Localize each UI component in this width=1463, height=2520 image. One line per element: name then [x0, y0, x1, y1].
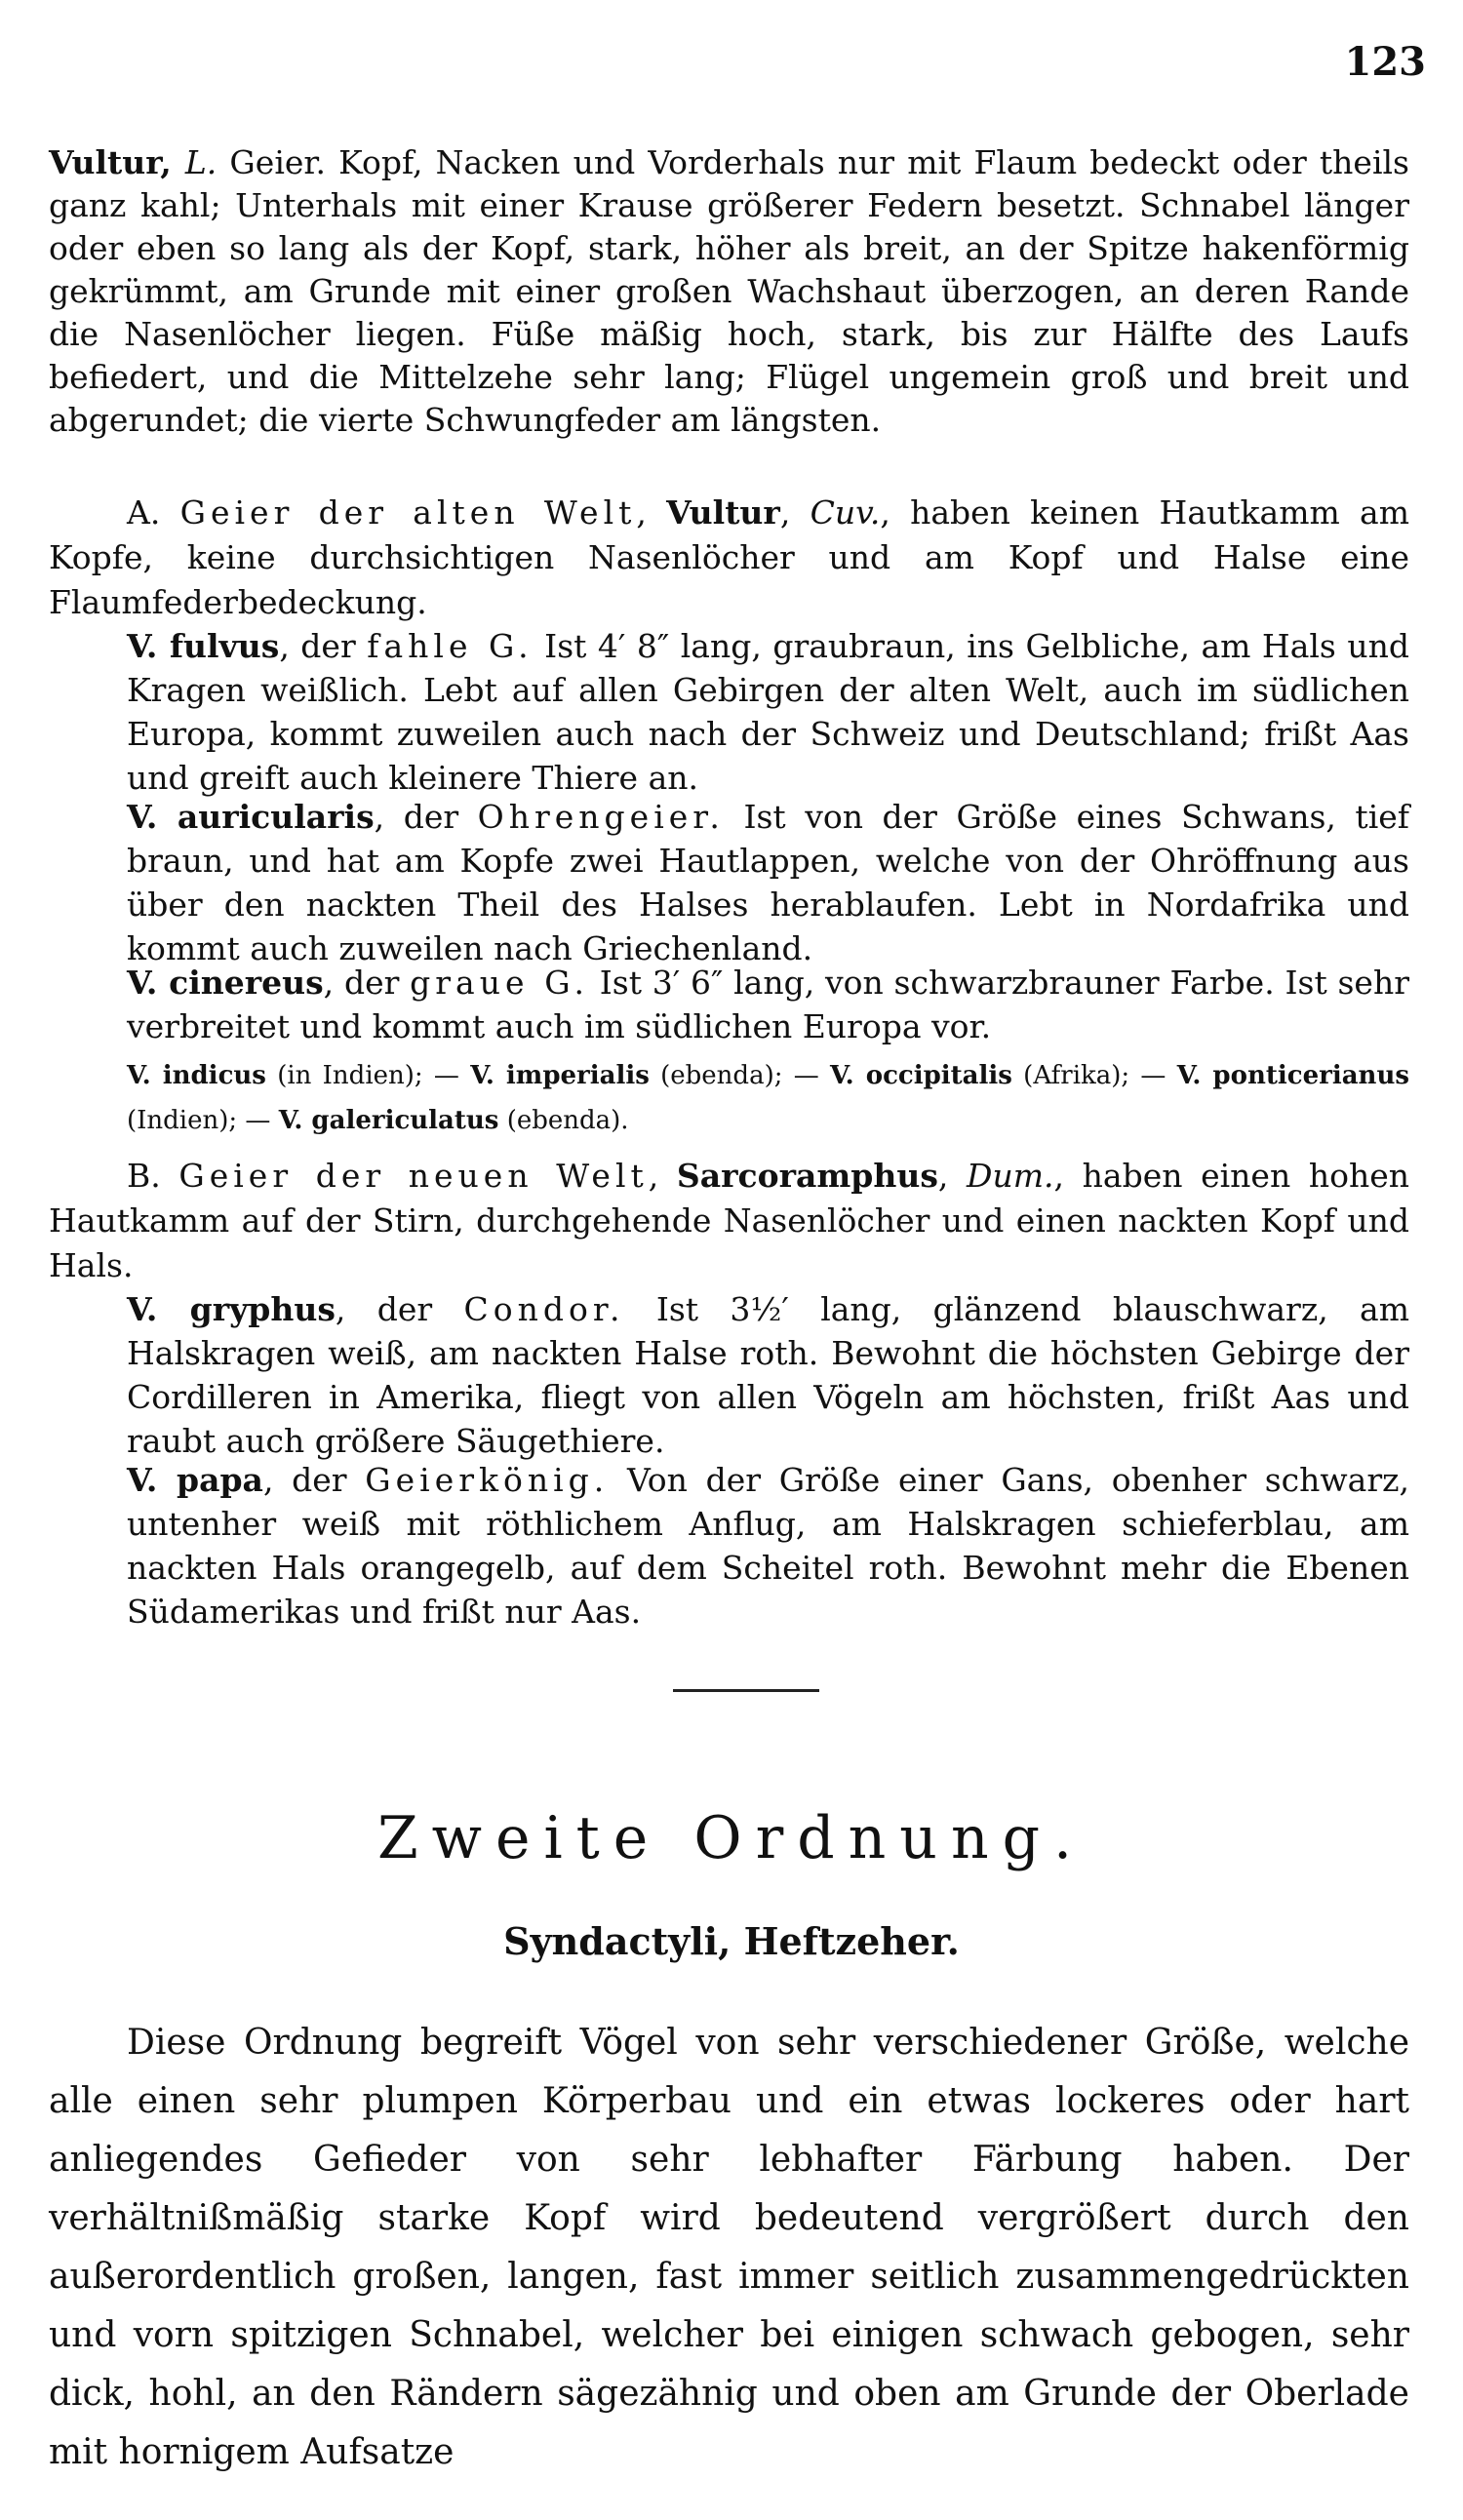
- species-2-run: Ist von der Größe eines Schwans, tief braun, und hat am Kopfe zwei Hautlappen, welche von der Ohröffnung aus über den nackten Theil des Halses herablaufen. Lebt in Nordafrika und kommt auch zuweilen nach Griechenland.: [127, 798, 1409, 967]
- note-species-run: (in Indien); —: [265, 1061, 471, 1090]
- note-species-run: V. galericulatus: [278, 1106, 499, 1135]
- section-a-run: , haben keinen Hautkamm am Kopfe, keine durchsichtigen Nasenlöcher und am Kopf und Halse eine Flaumfederbedeckung.: [49, 493, 1410, 621]
- section-a-run: Cuv.: [810, 493, 881, 532]
- genus-paragraph-run: Geier. Kopf, Nacken und Vorderhals nur mit Flaum bedeckt oder theils ganz kahl; Unterhals mit einer Krause größerer Federn besetzt. Schnabel länger oder eben so lang als der Kopf, stark, höher als breit, an der Spitze hakenförmig gekrümmt, am Grunde mit einer großen Wachshaut überzogen, an deren Rande die Nasenlöcher liegen. Füße mäßig hoch, stark, bis zur Hälfte des Laufs befiedert, und die Mittelzehe sehr lang; Flügel ungemein groß und breit und abgerundet; die vierte Schwungfeder am längsten.: [49, 143, 1409, 439]
- species-entry-cinereus: [127, 961, 1409, 1048]
- section-a-run: ,: [779, 493, 811, 532]
- page-number: 123: [1344, 39, 1426, 85]
- section-b-run: ,: [648, 1157, 677, 1195]
- section-b-run: Sarcoramphus: [676, 1157, 938, 1195]
- section-a-run: Geier der alten Welt: [179, 493, 637, 532]
- species-note: [127, 1053, 1409, 1143]
- note-species-run: V. ponticerianus: [1176, 1061, 1409, 1090]
- note-species-run: (ebenda); —: [649, 1061, 830, 1090]
- species-2-run: V. auricularis: [127, 798, 375, 836]
- note-species-run: (Indien); —: [127, 1106, 279, 1135]
- order-title: Zweite Ordnung.: [376, 1804, 1087, 1872]
- section-b-run: Geier der neuen Welt: [178, 1157, 649, 1195]
- species-entry-auricularis: [127, 795, 1409, 970]
- species-4-run: , der: [335, 1290, 464, 1328]
- genus-paragraph-run: L.: [184, 143, 217, 181]
- species-1-run: fahle G.: [367, 627, 534, 665]
- section-b-run: ,: [937, 1157, 968, 1195]
- order-paragraph: Diese Ordnung begreift Vögel von sehr verschiedener Größe, welche alle einen sehr plumpen Körperbau und ein etwas lockeres oder hart anliegendes Gefieder von sehr lebhafter Färbung haben. Der verhältnißmäßig starke Kopf wird bedeutend vergrößert durch den außerordentlich großen, langen, fast immer seitlich zusammengedrückten und vorn spitzigen Schnabel, welcher bei einigen schwach gebogen, sehr dick, hohl, an den Rändern sägezähnig und oben am Grunde der Oberlade mit hornigem Aufsatze: [49, 2023, 1409, 2472]
- species-entry-papa: [127, 1458, 1409, 1634]
- species-entry-fulvus: [127, 624, 1409, 800]
- genus-paragraph-run: Vultur,: [49, 143, 185, 181]
- note-species-run: V. indicus: [127, 1061, 266, 1090]
- species-entry-gryphus: [127, 1287, 1409, 1463]
- section-a-run: Vultur: [666, 493, 780, 532]
- species-3-run: Ist 3′ 6″ lang, von schwarzbrauner Farbe. Ist sehr verbreitet und kommt auch im südlichen Europa vor.: [127, 964, 1409, 1045]
- order-subtitle: Syndactyli, Heftzeher.: [503, 1919, 960, 1963]
- section-a-run: ,: [636, 493, 667, 532]
- section-a-run: A.: [127, 493, 180, 532]
- note-species-run: (ebenda).: [498, 1106, 629, 1135]
- section-b-run: Dum.: [967, 1157, 1054, 1195]
- species-4-run: Condor.: [463, 1290, 625, 1328]
- species-1-run: , der: [279, 627, 368, 665]
- species-3-run: V. cinereus: [127, 964, 324, 1002]
- section-a-heading: [49, 491, 1409, 625]
- note-species-run: V. imperialis: [470, 1061, 650, 1090]
- species-1-run: V. fulvus: [127, 627, 280, 665]
- species-3-run: graue G.: [410, 964, 589, 1002]
- species-5-run: Von der Größe einer Gans, obenher schwarz, untenher weiß mit röthlichem Anflug, am Halskragen schieferblau, am nackten Hals orangegelb, auf dem Scheitel roth. Bewohnt mehr die Ebenen Südamerikas und frißt nur Aas.: [127, 1461, 1409, 1631]
- species-5-run: , der: [262, 1461, 366, 1499]
- species-5-run: V. papa: [127, 1461, 263, 1499]
- section-divider: [673, 1689, 819, 1692]
- note-species-run: V. occipitalis: [830, 1061, 1012, 1090]
- note-species-run: (Afrika); —: [1011, 1061, 1177, 1090]
- species-2-run: Ohrengeier.: [477, 798, 725, 836]
- section-b-run: B.: [127, 1157, 179, 1195]
- species-1-run: Ist 4′ 8″ lang, graubraun, ins Gelbliche, am Hals und Kragen weißlich. Lebt auf allen Gebirgen der alten Welt, auch im südlichen Europa, kommt zuweilen auch nach der Schweiz und Deutschland; frißt Aas und greift auch kleinere Thiere an.: [127, 627, 1409, 797]
- section-b-run: , haben einen hohen Hautkamm auf der Stirn, durchgehende Nasenlöcher und einen nackten Kopf und Hals.: [49, 1157, 1409, 1284]
- species-2-run: , der: [374, 798, 478, 836]
- genus-paragraph: [49, 141, 1409, 442]
- species-4-run: V. gryphus: [127, 1290, 336, 1328]
- species-3-run: , der: [323, 964, 411, 1002]
- species-4-run: Ist 3½′ lang, glänzend blauschwarz, am Halskragen weiß, am nackten Halse roth. Bewohnt die höchsten Gebirge der Cordilleren in Amerika, fliegt von allen Vögeln am höchsten, frißt Aas und raubt auch größere Säugethiere.: [127, 1290, 1409, 1460]
- species-5-run: Geierkönig.: [365, 1461, 610, 1499]
- section-b-heading: [49, 1154, 1409, 1288]
